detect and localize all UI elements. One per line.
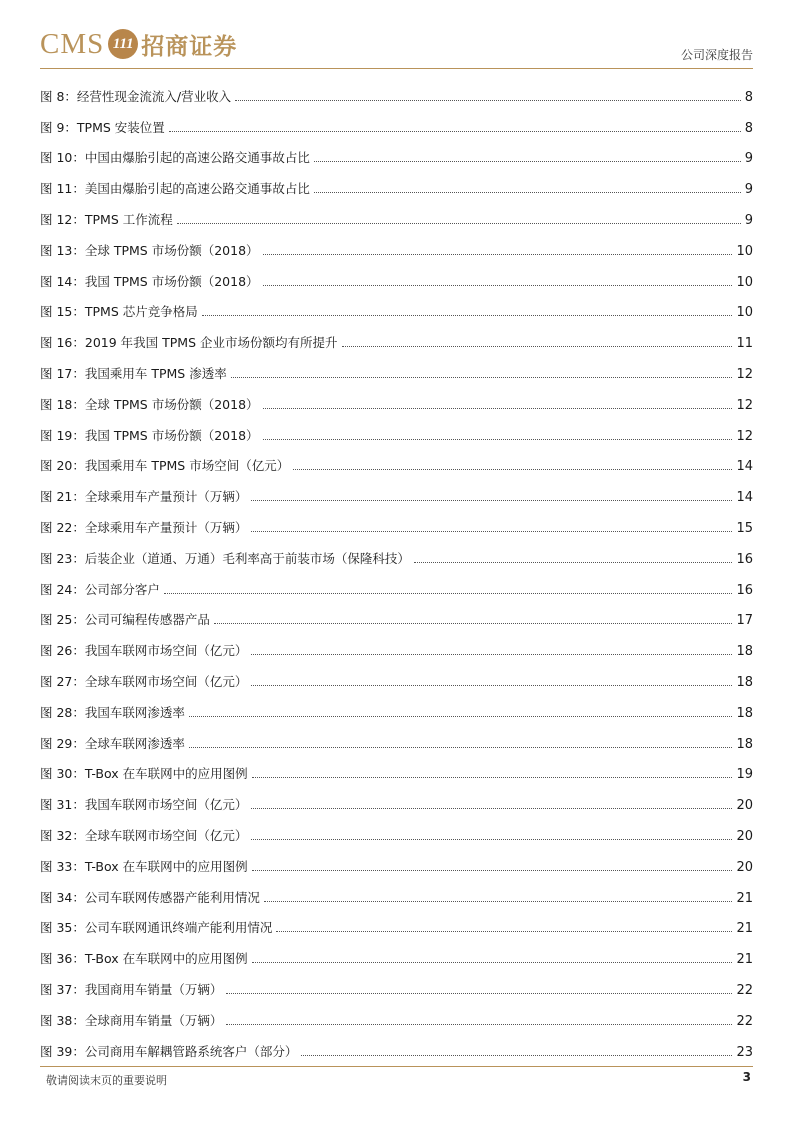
toc-dot-leader [251, 531, 732, 532]
toc-entry-page: 19 [736, 767, 753, 783]
toc-entry-label: 图 12：TPMS 工作流程 [40, 211, 173, 227]
toc-entry-label: 图 26：我国车联网市场空间（亿元） [40, 643, 248, 659]
toc-entry-page: 10 [736, 243, 753, 259]
toc-entry-page: 23 [736, 1044, 753, 1060]
toc-entry[interactable] [40, 80, 753, 111]
toc-entry[interactable] [40, 881, 753, 912]
toc-entry[interactable] [40, 450, 753, 481]
toc-dot-leader [252, 962, 733, 963]
toc-dot-leader [314, 161, 741, 162]
toc-entry-label: 图 20：我国乘用车 TPMS 市场空间（亿元） [40, 458, 290, 474]
toc-dot-leader [301, 1055, 732, 1056]
toc-dot-leader [189, 716, 733, 717]
logo-chinese-text: 招商证券 [141, 32, 238, 60]
toc-entry-page: 8 [744, 89, 753, 105]
toc-dot-leader [263, 285, 733, 286]
toc-entry-page: 10 [736, 274, 753, 290]
toc-dot-leader [177, 223, 741, 224]
toc-dot-leader [263, 439, 733, 440]
toc-entry-page: 20 [736, 798, 753, 814]
toc-entry-label: 图 39：公司商用车解耦管路系统客户（部分） [40, 1043, 298, 1059]
toc-entry-label: 图 36：T-Box 在车联网中的应用图例 [40, 951, 248, 967]
page-header [0, 0, 793, 72]
toc-entry-label: 图 21：全球乘用车产量预计（万辆） [40, 489, 248, 505]
toc-entry[interactable] [40, 819, 753, 850]
logo-seal-icon: 111 [108, 29, 138, 59]
toc-entry[interactable] [40, 758, 753, 789]
toc-dot-leader [263, 254, 733, 255]
toc-entry-label: 图 14：我国 TPMS 市场份额（2018） [40, 273, 259, 289]
toc-entry-page: 21 [736, 890, 753, 906]
toc-entry-label: 图 16：2019 年我国 TPMS 企业市场份额均有所提升 [40, 335, 338, 351]
toc-dot-leader [251, 808, 732, 809]
toc-dot-leader [164, 593, 733, 594]
toc-entry-label: 图 18：全球 TPMS 市场份额（2018） [40, 396, 259, 412]
toc-entry[interactable] [40, 696, 753, 727]
page-number: 3 [742, 1070, 751, 1084]
toc-dot-leader [202, 315, 733, 316]
toc-entry-label: 图 38：全球商用车销量（万辆） [40, 1012, 223, 1028]
toc-entry-page: 18 [736, 644, 753, 660]
toc-entry[interactable] [40, 326, 753, 357]
toc-entry-label: 图 17：我国乘用车 TPMS 渗透率 [40, 365, 227, 381]
header-divider [40, 68, 753, 69]
toc-entry[interactable] [40, 265, 753, 296]
toc-dot-leader [342, 346, 733, 347]
toc-dot-leader [251, 500, 732, 501]
logo-latin-text: CMS [40, 27, 105, 60]
toc-entry-page: 9 [744, 151, 753, 167]
toc-entry[interactable] [40, 665, 753, 696]
toc-entry[interactable] [40, 142, 753, 173]
toc-entry-label: 图 29：全球车联网渗透率 [40, 735, 185, 751]
toc-dot-leader [263, 408, 733, 409]
toc-entry-label: 图 34：公司车联网传感器产能利用情况 [40, 889, 260, 905]
toc-entry-page: 12 [736, 397, 753, 413]
toc-entry-page: 21 [736, 952, 753, 968]
toc-entry-label: 图 24：公司部分客户 [40, 581, 160, 597]
toc-entry-label: 图 32：全球车联网市场空间（亿元） [40, 827, 248, 843]
toc-entry[interactable] [40, 388, 753, 419]
toc-entry-page: 9 [744, 182, 753, 198]
toc-entry[interactable] [40, 850, 753, 881]
toc-dot-leader [169, 131, 741, 132]
toc-dot-leader [251, 654, 732, 655]
toc-dot-leader [293, 469, 732, 470]
toc-entry[interactable] [40, 1035, 753, 1066]
toc-entry-page: 20 [736, 828, 753, 844]
toc-entry-page: 14 [736, 490, 753, 506]
toc-entry-label: 图 22：全球乘用车产量预计（万辆） [40, 519, 248, 535]
toc-entry-page: 16 [736, 582, 753, 598]
toc-entry-label: 图 15：TPMS 芯片竞争格局 [40, 304, 198, 320]
toc-dot-leader [252, 870, 733, 871]
footer-divider [40, 1066, 753, 1067]
figure-toc-list [40, 80, 753, 1066]
toc-dot-leader [251, 685, 732, 686]
toc-entry[interactable] [40, 973, 753, 1004]
toc-entry-label: 图 10：中国由爆胎引起的高速公路交通事故占比 [40, 150, 310, 166]
toc-entry-label: 图 35：公司车联网通讯终端产能利用情况 [40, 920, 273, 936]
toc-dot-leader [264, 901, 733, 902]
toc-entry-label: 图 27：全球车联网市场空间（亿元） [40, 673, 248, 689]
toc-dot-leader [252, 777, 733, 778]
toc-entry-page: 17 [736, 613, 753, 629]
toc-dot-leader [231, 377, 733, 378]
toc-entry-page: 11 [736, 336, 753, 352]
toc-entry-label: 图 31：我国车联网市场空间（亿元） [40, 797, 248, 813]
toc-entry-label: 图 25：公司可编程传感器产品 [40, 612, 210, 628]
toc-dot-leader [189, 747, 733, 748]
toc-entry-label: 图 9：TPMS 安装位置 [40, 119, 165, 135]
toc-entry-label: 图 23：后装企业（道通、万通）毛利率高于前装市场（保隆科技） [40, 550, 410, 566]
toc-entry-page: 12 [736, 366, 753, 382]
toc-dot-leader [214, 623, 733, 624]
toc-entry[interactable] [40, 912, 753, 943]
toc-entry-label: 图 8：经营性现金流流入/营业收入 [40, 88, 232, 104]
toc-entry[interactable] [40, 357, 753, 388]
toc-entry-page: 16 [736, 551, 753, 567]
toc-entry[interactable] [40, 111, 753, 142]
toc-entry[interactable] [40, 419, 753, 450]
footer-disclaimer: 敬请阅读末页的重要说明 [46, 1074, 167, 1087]
toc-entry-label: 图 11：美国由爆胎引起的高速公路交通事故占比 [40, 181, 310, 197]
toc-entry[interactable] [40, 634, 753, 665]
toc-dot-leader [226, 993, 732, 994]
toc-entry-label: 图 30：T-Box 在车联网中的应用图例 [40, 766, 248, 782]
toc-dot-leader [314, 192, 741, 193]
toc-entry-page: 15 [736, 520, 753, 536]
cms-logo [40, 24, 237, 64]
toc-entry[interactable] [40, 727, 753, 758]
toc-entry-label: 图 33：T-Box 在车联网中的应用图例 [40, 858, 248, 874]
toc-entry-page: 18 [736, 674, 753, 690]
toc-entry-page: 18 [736, 736, 753, 752]
toc-dot-leader [414, 562, 733, 563]
toc-dot-leader [226, 1024, 732, 1025]
toc-entry[interactable] [40, 480, 753, 511]
toc-entry-page: 18 [736, 705, 753, 721]
toc-entry-label: 图 13：全球 TPMS 市场份额（2018） [40, 242, 259, 258]
report-type: 公司深度报告 [680, 48, 753, 62]
toc-entry[interactable] [40, 234, 753, 265]
toc-entry-page: 20 [736, 859, 753, 875]
toc-entry-page: 21 [736, 921, 753, 937]
toc-entry-page: 12 [736, 428, 753, 444]
toc-entry[interactable] [40, 542, 753, 573]
toc-entry-page: 10 [736, 305, 753, 321]
toc-entry-page: 14 [736, 459, 753, 475]
toc-entry-label: 图 37：我国商用车销量（万辆） [40, 981, 223, 997]
toc-entry-page: 22 [736, 982, 753, 998]
toc-entry-label: 图 19：我国 TPMS 市场份额（2018） [40, 427, 259, 443]
toc-dot-leader [235, 100, 741, 101]
toc-entry[interactable] [40, 203, 753, 234]
toc-dot-leader [276, 931, 732, 932]
toc-entry[interactable] [40, 788, 753, 819]
toc-entry-page: 8 [744, 120, 753, 136]
toc-entry[interactable] [40, 604, 753, 635]
toc-entry-page: 22 [736, 1013, 753, 1029]
toc-dot-leader [251, 839, 732, 840]
toc-entry-page: 9 [744, 212, 753, 228]
toc-entry[interactable] [40, 296, 753, 327]
toc-entry[interactable] [40, 172, 753, 203]
toc-entry[interactable] [40, 1004, 753, 1035]
toc-entry-label: 图 28：我国车联网渗透率 [40, 704, 185, 720]
toc-entry[interactable] [40, 511, 753, 542]
toc-entry[interactable] [40, 573, 753, 604]
toc-entry[interactable] [40, 942, 753, 973]
